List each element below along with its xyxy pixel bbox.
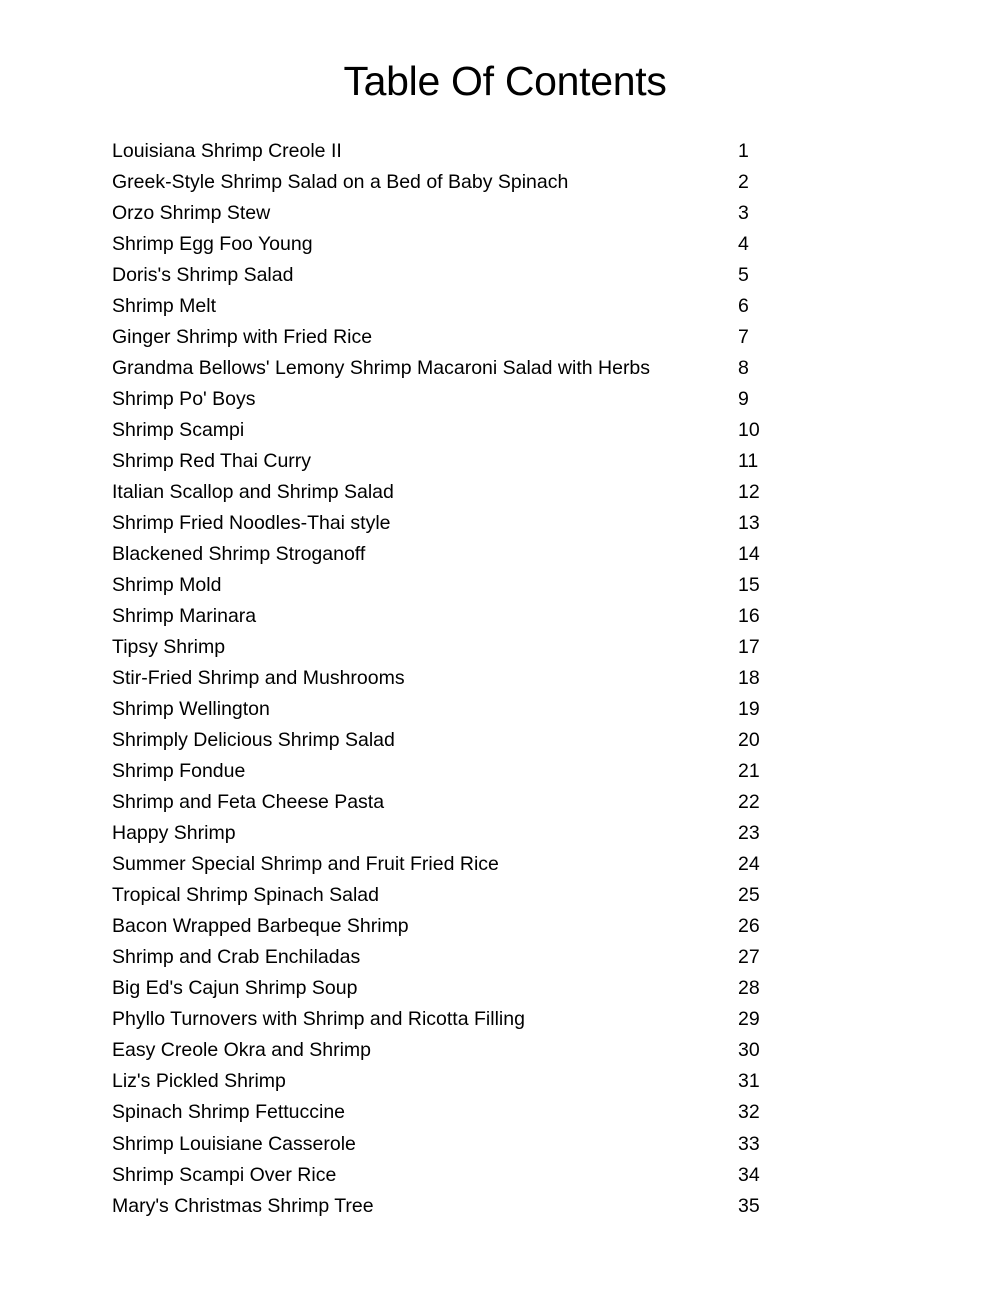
- toc-entry-page: 4: [738, 233, 749, 256]
- toc-entry-title: Shrimp Scampi Over Rice: [112, 1163, 337, 1186]
- toc-entry[interactable]: [112, 850, 812, 881]
- toc-entry-page: 2: [738, 171, 749, 194]
- toc-entry-page: 20: [738, 729, 760, 752]
- toc-entry-title: Shrimp Scampi: [112, 419, 245, 442]
- toc-entry-page: 10: [738, 419, 760, 442]
- toc-entry-title: Shrimply Delicious Shrimp Salad: [112, 729, 395, 752]
- toc-entry-title: Shrimp Fried Noodles-Thai style: [112, 512, 391, 535]
- toc-entry-title: Stir-Fried Shrimp and Mushrooms: [112, 667, 405, 690]
- toc-entry-page: 33: [738, 1132, 760, 1155]
- toc-entry-page: 23: [738, 822, 760, 845]
- toc-entry-title: Shrimp Marinara: [112, 605, 257, 628]
- toc-entry-page: 35: [738, 1194, 760, 1217]
- toc-entry-title: Phyllo Turnovers with Shrimp and Ricotta Filling: [112, 1008, 525, 1031]
- toc-entry[interactable]: [112, 912, 812, 943]
- toc-entry-title: Shrimp Wellington: [112, 698, 270, 721]
- toc-entry-page: 3: [738, 202, 749, 225]
- toc-entry-page: 13: [738, 512, 760, 535]
- toc-entry[interactable]: [112, 788, 812, 819]
- toc-entry[interactable]: [112, 1161, 812, 1192]
- toc-entry-title: Tropical Shrimp Spinach Salad: [112, 884, 379, 907]
- toc-entry[interactable]: [112, 540, 812, 571]
- toc-entry[interactable]: [112, 757, 812, 788]
- page-title: Table Of Contents: [343, 58, 667, 104]
- toc-entry-title: Louisiana Shrimp Creole II: [112, 140, 342, 162]
- toc-entry-page: 32: [738, 1101, 760, 1124]
- toc-entry[interactable]: [112, 602, 812, 633]
- toc-entry[interactable]: [112, 447, 812, 478]
- toc-entry-page: 6: [738, 295, 749, 318]
- toc-entry-page: 34: [738, 1163, 760, 1186]
- toc-entry-title: Shrimp Po' Boys: [112, 388, 256, 411]
- toc-entry-title: Shrimp Melt: [112, 295, 217, 318]
- toc-entry[interactable]: [112, 726, 812, 757]
- toc-entry[interactable]: [112, 199, 812, 230]
- toc-entry[interactable]: [112, 974, 812, 1005]
- toc-entry-page: 8: [738, 357, 749, 380]
- toc-entry[interactable]: [112, 881, 812, 912]
- toc-entry-title: Bacon Wrapped Barbeque Shrimp: [112, 915, 409, 938]
- toc-entry-page: 25: [738, 884, 760, 907]
- toc-entry-page: 9: [738, 388, 749, 411]
- toc-entry-page: 5: [738, 264, 749, 287]
- toc-entry[interactable]: [112, 943, 812, 974]
- toc-entry-title: Shrimp Egg Foo Young: [112, 233, 313, 256]
- toc-entry-title: Shrimp and Crab Enchiladas: [112, 946, 361, 969]
- toc-list: [112, 137, 812, 1223]
- toc-entry-page: 26: [738, 915, 760, 938]
- toc-entry-title: Summer Special Shrimp and Fruit Fried Rice: [112, 853, 499, 876]
- toc-entry-title: Doris's Shrimp Salad: [112, 264, 294, 287]
- toc-entry-title: Shrimp Mold: [112, 574, 222, 597]
- toc-entry-page: 11: [738, 450, 759, 473]
- toc-entry[interactable]: [112, 168, 812, 199]
- toc-entry-title: Spinach Shrimp Fettuccine: [112, 1101, 346, 1124]
- toc-entry-title: Shrimp Louisiane Casserole: [112, 1132, 356, 1155]
- toc-entry-title: Shrimp and Feta Cheese Pasta: [112, 791, 385, 814]
- toc-entry[interactable]: [112, 509, 812, 540]
- toc-entry-title: Italian Scallop and Shrimp Salad: [112, 481, 394, 504]
- toc-entry[interactable]: [112, 1005, 812, 1036]
- toc-entry-page: 29: [738, 1008, 760, 1031]
- toc-entry-page: 21: [738, 760, 760, 783]
- toc-entry[interactable]: [112, 1067, 812, 1098]
- toc-entry[interactable]: [112, 478, 812, 509]
- toc-entry[interactable]: [112, 385, 812, 416]
- toc-entry[interactable]: [112, 633, 812, 664]
- toc-entry-title: Tipsy Shrimp: [112, 636, 226, 659]
- toc-entry[interactable]: [112, 416, 812, 447]
- toc-entry-title: Ginger Shrimp with Fried Rice: [112, 326, 373, 349]
- toc-entry[interactable]: [112, 1036, 812, 1067]
- toc-entry-page: 31: [738, 1070, 760, 1093]
- toc-entry-page: 14: [738, 543, 760, 566]
- toc-entry-title: Shrimp Fondue: [112, 760, 246, 783]
- toc-entry[interactable]: [112, 261, 812, 292]
- toc-entry-title: Mary's Christmas Shrimp Tree: [112, 1194, 374, 1217]
- toc-entry-page: 16: [738, 605, 760, 628]
- toc-entry-title: Shrimp Red Thai Curry: [112, 450, 312, 473]
- toc-entry[interactable]: [112, 230, 812, 261]
- toc-entry-title: Grandma Bellows' Lemony Shrimp Macaroni Salad with Herbs: [112, 357, 651, 380]
- toc-entry[interactable]: [112, 571, 812, 602]
- toc-entry-title: Happy Shrimp: [112, 822, 236, 845]
- toc-entry[interactable]: [112, 1130, 812, 1161]
- toc-entry[interactable]: [112, 819, 812, 850]
- toc-entry-page: 12: [738, 481, 760, 504]
- toc-entry-title: Greek-Style Shrimp Salad on a Bed of Baby Spinach: [112, 171, 569, 194]
- toc-entry[interactable]: [112, 323, 812, 354]
- toc-entry-title: Orzo Shrimp Stew: [112, 202, 271, 225]
- toc-entry[interactable]: [112, 354, 812, 385]
- toc-entry-title: Liz's Pickled Shrimp: [112, 1070, 286, 1093]
- toc-entry-page: 24: [738, 853, 760, 876]
- toc-entry-page: 27: [738, 946, 760, 969]
- toc-entry-title: Easy Creole Okra and Shrimp: [112, 1039, 372, 1062]
- toc-entry[interactable]: [112, 292, 812, 323]
- toc-entry-page: 1: [738, 140, 749, 162]
- toc-entry-page: 17: [738, 636, 760, 659]
- toc-entry[interactable]: [112, 1098, 812, 1129]
- toc-entry[interactable]: [112, 664, 812, 695]
- toc-entry-page: 15: [738, 574, 760, 597]
- toc-entry[interactable]: [112, 695, 812, 726]
- toc-entry-title: Blackened Shrimp Stroganoff: [112, 543, 366, 566]
- toc-entry-page: 22: [738, 791, 760, 814]
- toc-entry-page: 19: [738, 698, 760, 721]
- toc-entry-page: 18: [738, 667, 760, 690]
- toc-entry-title: Big Ed's Cajun Shrimp Soup: [112, 977, 358, 1000]
- toc-entry-page: 28: [738, 977, 760, 1000]
- toc-entry-page: 30: [738, 1039, 760, 1062]
- toc-entry[interactable]: [112, 1192, 812, 1223]
- toc-entry[interactable]: [112, 137, 812, 168]
- toc-entry-page: 7: [738, 326, 749, 349]
